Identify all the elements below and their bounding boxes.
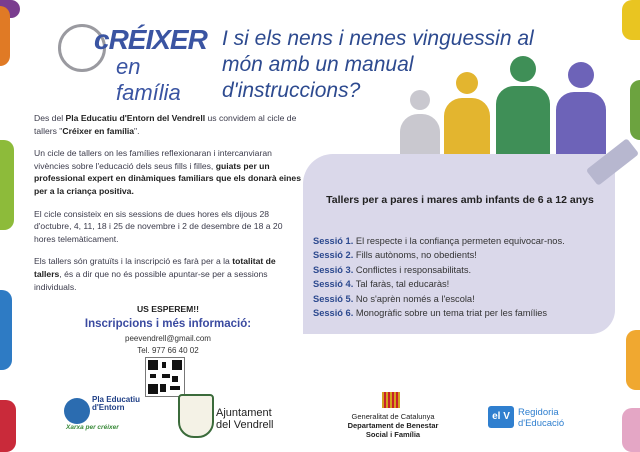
- crayon-decoration: [622, 0, 640, 40]
- contact-email[interactable]: peevendrell@gmail.com: [125, 334, 211, 343]
- card-title: Tallers per a pares i mares amb infants de 6 a 12 anys: [326, 194, 594, 206]
- creixer-logo: [58, 16, 208, 105]
- crayon-decoration: [630, 80, 640, 140]
- logo-subtitle: en família: [116, 54, 181, 105]
- ajuntament-logo: Ajuntament del Vendrell: [178, 394, 288, 438]
- logo-title: cRÉIXER: [94, 24, 207, 55]
- coat-of-arms-icon: [178, 394, 214, 438]
- contact-phone: Tel. 977 66 40 02: [137, 346, 199, 355]
- list-item: Sessió 1. El respecte i la confiança permeten equivocar-nos.: [313, 236, 565, 246]
- qr-code[interactable]: [145, 357, 185, 397]
- list-item: Sessió 3. Conflictes i responsabilitats.: [313, 264, 472, 275]
- intro-paragraph: El cicle consisteix en sis sessions de dues hores els dijous 28 d'octubre, 4, 11, 18 i 25 de novembre i 2 de desembre de 18 a 20 hores telemàticament.: [34, 208, 283, 244]
- generalitat-logo: Generalitat de Catalunya Departament de Benestar Social i Família: [318, 392, 468, 440]
- us-esperem: US ESPEREM!!: [136, 304, 200, 314]
- list-item: Sessió 6. Monogràfic sobre un tema triat per les famílies: [313, 308, 548, 319]
- crayon-decoration: [626, 330, 640, 390]
- list-item: Sessió 2. Fills autònoms, no obedients!: [313, 250, 477, 261]
- senyera-icon: [382, 392, 400, 408]
- inscriptions-title: Inscripcions i més informació:: [84, 318, 252, 330]
- intro-paragraph: Un cicle de tallers on les famílies reflexionaran i intercanviaran vivències sobre l'educació dels seus fills i filles, guiats per un professional expert en dinàmiques familiars que els donarà eines per a la criança positiva.: [34, 148, 301, 196]
- crayon-decoration: [0, 140, 14, 230]
- intro-paragraph: Els tallers són gratuïts i la inscripció es farà per a la totalitat de tallers, és a dir que no és possible apuntar-se per a sessions individuals.: [34, 256, 276, 292]
- pla-educatiu-logo: Pla Educatiu d'Entorn Xarxa per créixer: [66, 395, 141, 431]
- intro-paragraph: Des del Pla Educatiu d'Entorn del Vendrell us convidem al cicle de tallers "Créixer en família".: [34, 113, 297, 136]
- crayon-decoration: [0, 400, 16, 452]
- session-list: [313, 234, 613, 320]
- regidoria-logo: el V Regidoria d'Educació: [488, 404, 608, 432]
- globe-icon: [64, 398, 90, 424]
- list-item: Sessió 4. Tal faràs, tal educaràs!: [313, 279, 450, 290]
- crayon-decoration: [0, 290, 12, 370]
- intro-text: [34, 112, 302, 303]
- headline: I si els nens i nenes vinguessin al món amb un manual d'instruccions?: [222, 27, 534, 102]
- list-item: Sessió 5. No s'aprèn només a l'escola!: [313, 293, 475, 304]
- crayon-decoration: [0, 6, 10, 66]
- crayon-decoration: [622, 408, 640, 452]
- elv-icon: el V: [488, 406, 514, 428]
